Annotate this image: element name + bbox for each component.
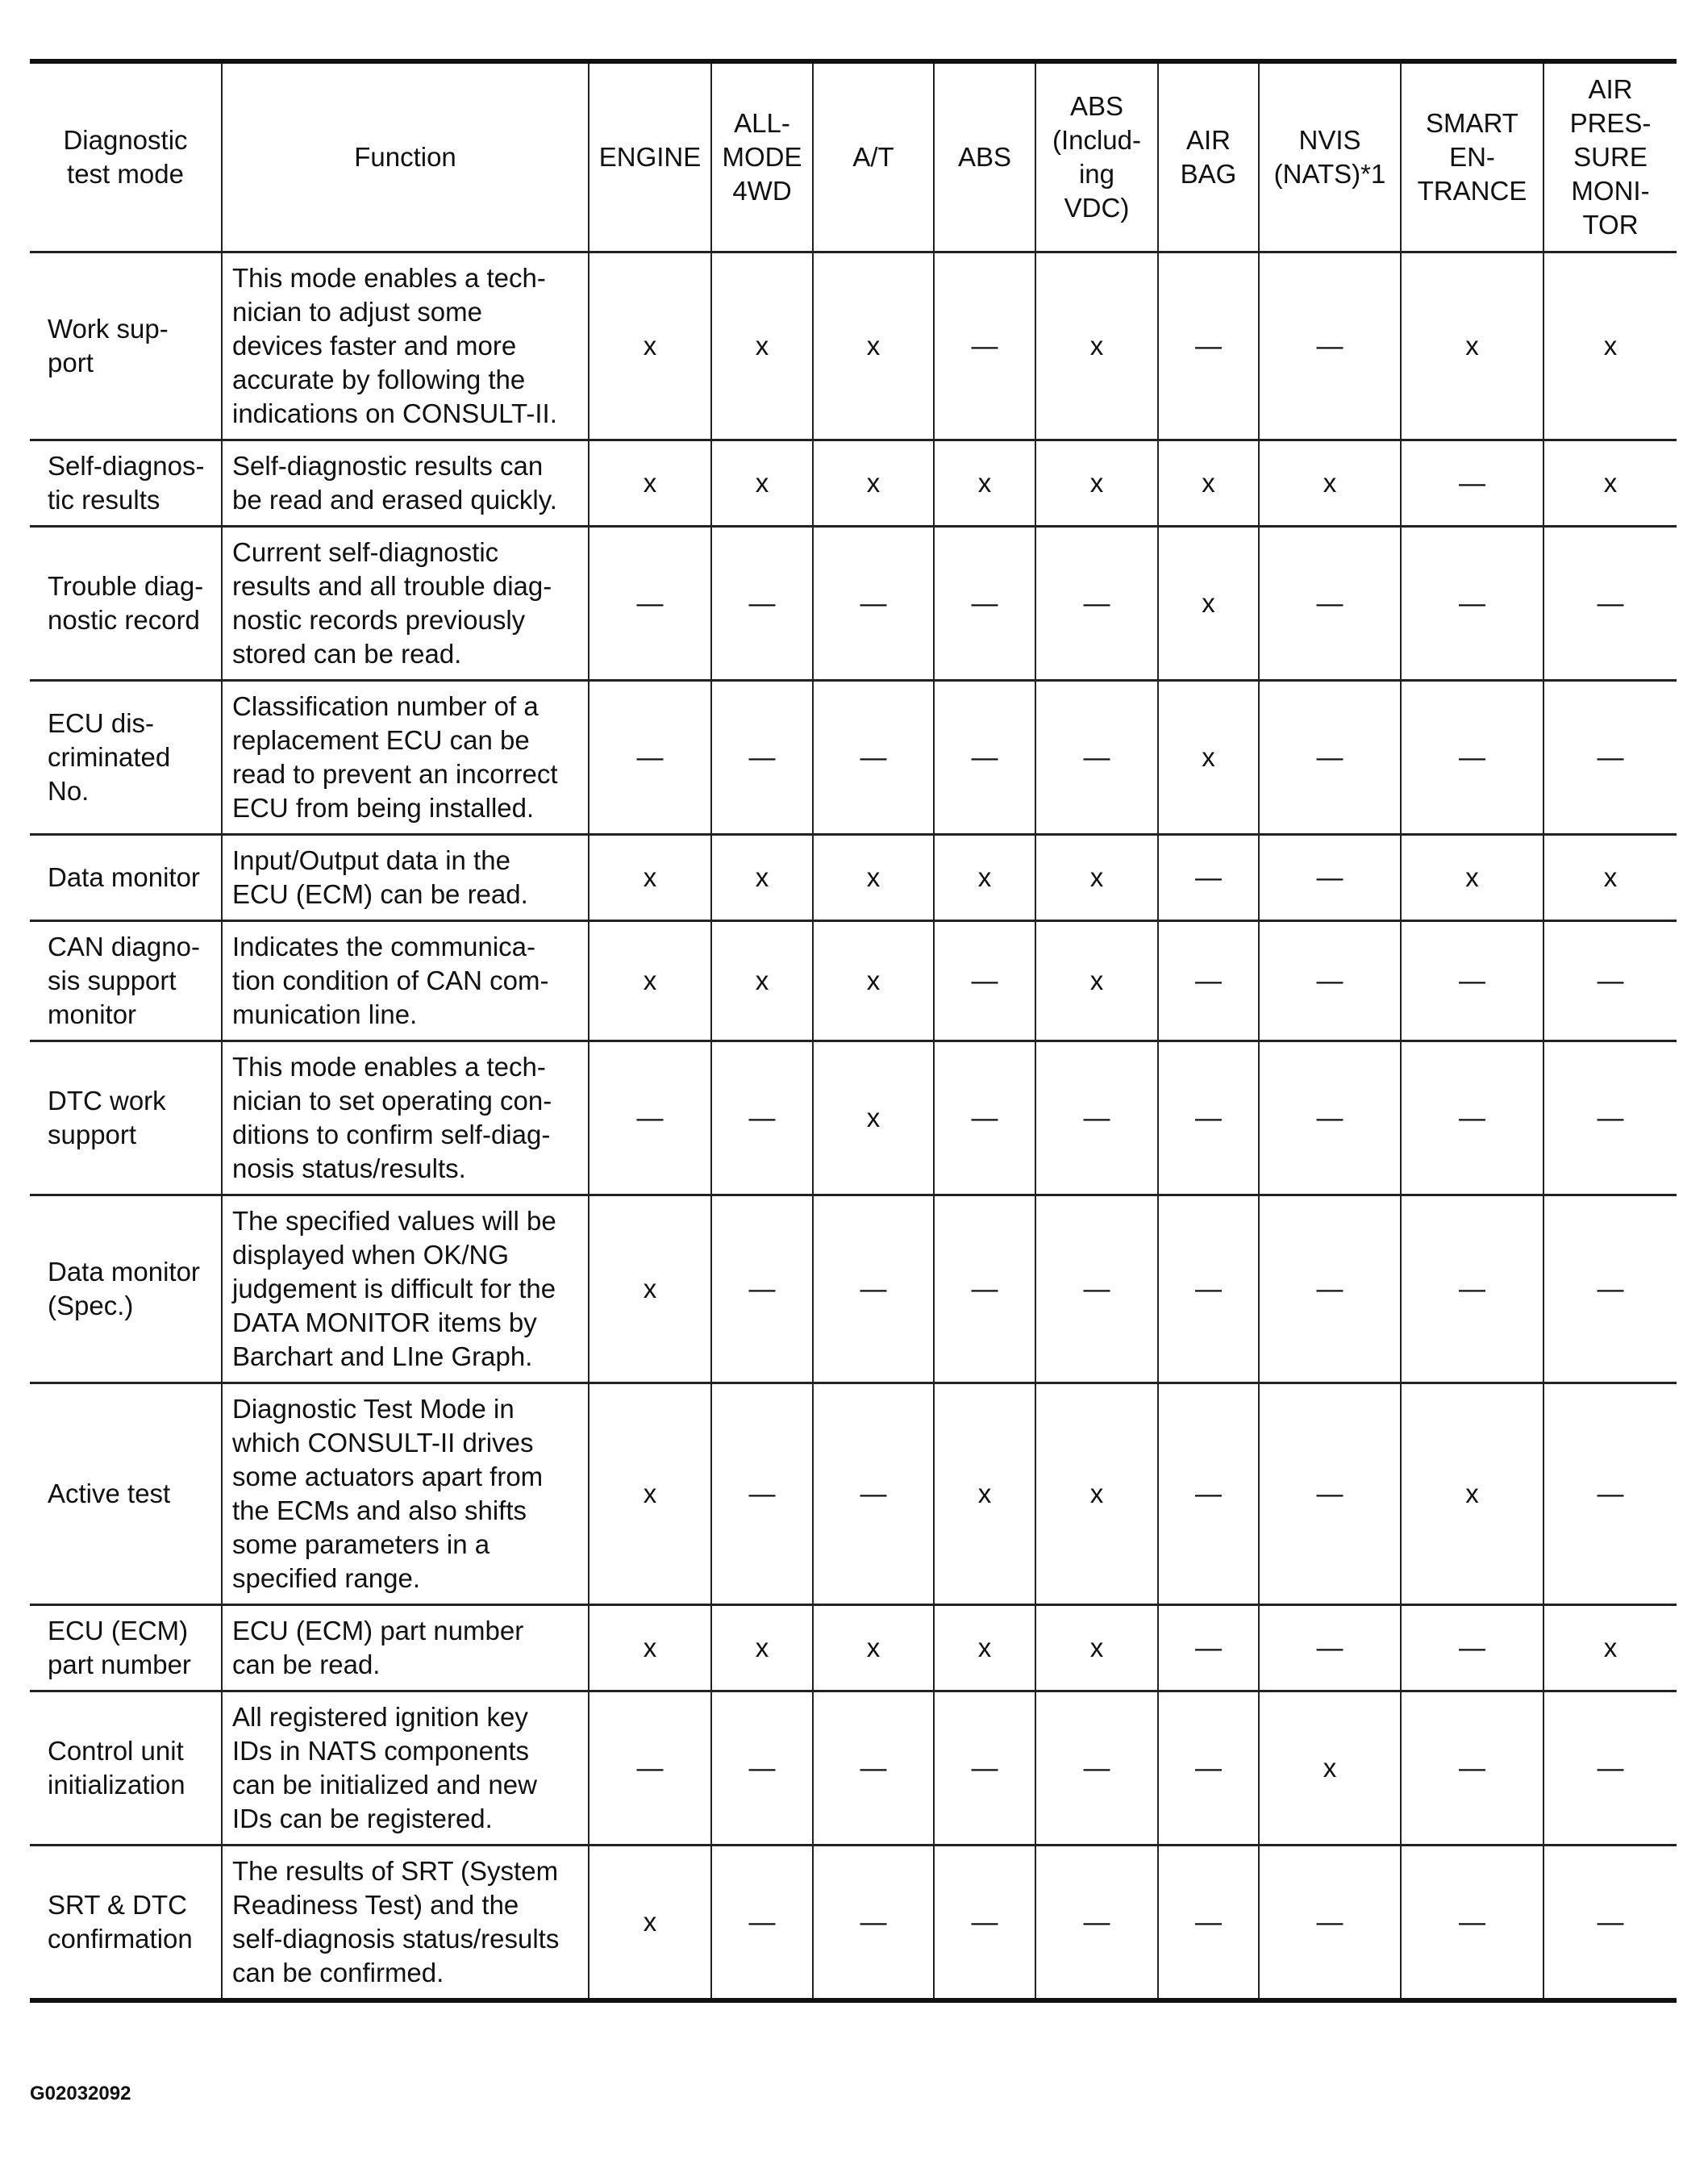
test-mode-cell: DTC work support: [30, 1041, 222, 1195]
function-cell: Current self-diagnostic results and all trouble diag- nostic records previously stored can be read.: [222, 527, 589, 681]
support-mark-cell: —: [1035, 1691, 1158, 1846]
support-mark-cell: x: [813, 1041, 934, 1195]
support-mark-cell: —: [1259, 681, 1401, 835]
support-mark-cell: —: [1035, 1041, 1158, 1195]
support-mark-cell: —: [1259, 527, 1401, 681]
header-abs: ABS: [934, 61, 1035, 252]
table-row: [30, 921, 1677, 1041]
support-mark-cell: —: [813, 1691, 934, 1846]
test-mode-cell: Data monitor (Spec.): [30, 1195, 222, 1383]
support-mark-cell: —: [1543, 1383, 1677, 1605]
support-mark-cell: —: [1401, 681, 1543, 835]
support-mark-cell: —: [1259, 921, 1401, 1041]
test-mode-cell: Work sup- port: [30, 252, 222, 440]
support-mark-cell: —: [813, 1195, 934, 1383]
support-mark-cell: —: [1401, 1605, 1543, 1691]
support-mark-cell: x: [1401, 1383, 1543, 1605]
support-mark-cell: —: [1259, 1846, 1401, 2001]
support-mark-cell: x: [711, 440, 813, 527]
support-mark-cell: x: [934, 835, 1035, 921]
header-all-mode-4wd: ALL- MODE 4WD: [711, 61, 813, 252]
support-mark-cell: —: [1401, 1691, 1543, 1846]
support-mark-cell: —: [1035, 1195, 1158, 1383]
header-diagnostic-test-mode: Diagnostic test mode: [30, 61, 222, 252]
table-row: [30, 835, 1677, 921]
test-mode-cell: ECU dis- criminated No.: [30, 681, 222, 835]
table-row: [30, 1195, 1677, 1383]
header-engine: ENGINE: [589, 61, 711, 252]
support-mark-cell: —: [589, 1041, 711, 1195]
support-mark-cell: —: [1401, 1846, 1543, 2001]
support-mark-cell: —: [1543, 681, 1677, 835]
support-mark-cell: —: [1543, 921, 1677, 1041]
support-mark-cell: x: [813, 440, 934, 527]
support-mark-cell: —: [813, 527, 934, 681]
support-mark-cell: x: [1035, 921, 1158, 1041]
function-cell: Indicates the communica- tion condition of CAN com- munication line.: [222, 921, 589, 1041]
support-mark-cell: x: [934, 440, 1035, 527]
support-mark-cell: x: [1543, 835, 1677, 921]
header-abs-vdc: ABS (Includ- ing VDC): [1035, 61, 1158, 252]
support-mark-cell: x: [589, 835, 711, 921]
support-mark-cell: x: [1158, 681, 1259, 835]
header-row: [30, 61, 1677, 252]
support-mark-cell: —: [934, 1195, 1035, 1383]
function-cell: This mode enables a tech- nician to adjust some devices faster and more accurate by following the indications on CONSULT-II.: [222, 252, 589, 440]
test-mode-cell: SRT & DTC confirmation: [30, 1846, 222, 2001]
support-mark-cell: x: [711, 1605, 813, 1691]
support-mark-cell: —: [1543, 1195, 1677, 1383]
header-at: A/T: [813, 61, 934, 252]
support-mark-cell: —: [1543, 1691, 1677, 1846]
support-mark-cell: —: [1259, 1041, 1401, 1195]
support-mark-cell: x: [711, 921, 813, 1041]
diagnostic-mode-table: [30, 59, 1677, 2003]
support-mark-cell: —: [1158, 921, 1259, 1041]
support-mark-cell: x: [711, 252, 813, 440]
support-mark-cell: —: [711, 681, 813, 835]
test-mode-cell: Data monitor: [30, 835, 222, 921]
support-mark-cell: x: [813, 252, 934, 440]
support-mark-cell: —: [934, 1691, 1035, 1846]
header-air-pressure-monitor: AIR PRES- SURE MONI- TOR: [1543, 61, 1677, 252]
function-cell: ECU (ECM) part number can be read.: [222, 1605, 589, 1691]
support-mark-cell: —: [589, 527, 711, 681]
support-mark-cell: —: [1401, 921, 1543, 1041]
support-mark-cell: x: [1035, 1605, 1158, 1691]
table-row: [30, 1383, 1677, 1605]
support-mark-cell: —: [1401, 1041, 1543, 1195]
support-mark-cell: —: [1158, 1605, 1259, 1691]
support-mark-cell: x: [589, 1605, 711, 1691]
function-cell: Self-diagnostic results can be read and erased quickly.: [222, 440, 589, 527]
support-mark-cell: —: [1035, 527, 1158, 681]
support-mark-cell: —: [711, 1846, 813, 2001]
test-mode-cell: CAN diagno- sis support monitor: [30, 921, 222, 1041]
function-cell: The results of SRT (System Readiness Test) and the self-diagnosis status/results can be confirmed.: [222, 1846, 589, 2001]
header-air-bag: AIR BAG: [1158, 61, 1259, 252]
table-row: [30, 527, 1677, 681]
support-mark-cell: x: [1035, 1383, 1158, 1605]
function-cell: This mode enables a tech- nician to set operating con- ditions to confirm self-diag- nosis status/results.: [222, 1041, 589, 1195]
support-mark-cell: x: [1259, 440, 1401, 527]
support-mark-cell: x: [1035, 440, 1158, 527]
test-mode-cell: Active test: [30, 1383, 222, 1605]
support-mark-cell: x: [589, 1383, 711, 1605]
support-mark-cell: x: [1259, 1691, 1401, 1846]
support-mark-cell: —: [711, 1691, 813, 1846]
support-mark-cell: —: [1158, 1041, 1259, 1195]
header-smart-entrance: SMART EN- TRANCE: [1401, 61, 1543, 252]
support-mark-cell: —: [934, 921, 1035, 1041]
support-mark-cell: —: [1035, 681, 1158, 835]
support-mark-cell: x: [589, 440, 711, 527]
support-mark-cell: —: [711, 1383, 813, 1605]
table-row: [30, 1846, 1677, 2001]
support-mark-cell: x: [1158, 527, 1259, 681]
function-cell: The specified values will be displayed when OK/NG judgement is difficult for the DATA MONITOR items by Barchart and LIne Graph.: [222, 1195, 589, 1383]
support-mark-cell: —: [1259, 1605, 1401, 1691]
test-mode-cell: Self-diagnos- tic results: [30, 440, 222, 527]
function-cell: Input/Output data in the ECU (ECM) can be read.: [222, 835, 589, 921]
support-mark-cell: —: [1543, 1041, 1677, 1195]
support-mark-cell: x: [813, 835, 934, 921]
support-mark-cell: —: [1401, 527, 1543, 681]
table-row: [30, 1691, 1677, 1846]
support-mark-cell: —: [711, 527, 813, 681]
table-row: [30, 1041, 1677, 1195]
test-mode-cell: ECU (ECM) part number: [30, 1605, 222, 1691]
support-mark-cell: —: [1259, 1195, 1401, 1383]
support-mark-cell: —: [1158, 1383, 1259, 1605]
function-cell: Diagnostic Test Mode in which CONSULT-II drives some actuators apart from the ECMs and also shifts some parameters in a specified range.: [222, 1383, 589, 1605]
support-mark-cell: —: [1158, 1195, 1259, 1383]
support-mark-cell: —: [1158, 1846, 1259, 2001]
support-mark-cell: —: [1401, 1195, 1543, 1383]
support-mark-cell: x: [1401, 835, 1543, 921]
figure-code: G02032092: [30, 2083, 131, 2104]
table-row: [30, 681, 1677, 835]
support-mark-cell: —: [813, 681, 934, 835]
support-mark-cell: —: [711, 1041, 813, 1195]
support-mark-cell: —: [1401, 440, 1543, 527]
table-row: [30, 1605, 1677, 1691]
support-mark-cell: x: [589, 252, 711, 440]
support-mark-cell: —: [813, 1846, 934, 2001]
support-mark-cell: —: [589, 681, 711, 835]
support-mark-cell: x: [813, 1605, 934, 1691]
support-mark-cell: —: [1259, 835, 1401, 921]
support-mark-cell: —: [1543, 1846, 1677, 2001]
support-mark-cell: x: [813, 921, 934, 1041]
table-row: [30, 252, 1677, 440]
function-cell: Classification number of a replacement ECU can be read to prevent an incorrect ECU from being installed.: [222, 681, 589, 835]
support-mark-cell: x: [589, 1195, 711, 1383]
support-mark-cell: —: [1543, 527, 1677, 681]
support-mark-cell: —: [813, 1383, 934, 1605]
table-row: [30, 440, 1677, 527]
test-mode-cell: Control unit initialization: [30, 1691, 222, 1846]
support-mark-cell: x: [589, 1846, 711, 2001]
support-mark-cell: x: [1035, 252, 1158, 440]
support-mark-cell: x: [1158, 440, 1259, 527]
support-mark-cell: x: [1401, 252, 1543, 440]
support-mark-cell: —: [934, 1041, 1035, 1195]
test-mode-cell: Trouble diag- nostic record: [30, 527, 222, 681]
support-mark-cell: x: [1543, 440, 1677, 527]
support-mark-cell: —: [1158, 1691, 1259, 1846]
support-mark-cell: —: [1158, 835, 1259, 921]
support-mark-cell: x: [1035, 835, 1158, 921]
support-mark-cell: —: [934, 1846, 1035, 2001]
header-nvis-nats: NVIS (NATS)*1: [1259, 61, 1401, 252]
support-mark-cell: —: [934, 252, 1035, 440]
support-mark-cell: x: [934, 1605, 1035, 1691]
support-mark-cell: —: [589, 1691, 711, 1846]
support-mark-cell: x: [1543, 1605, 1677, 1691]
support-mark-cell: —: [1158, 252, 1259, 440]
support-mark-cell: x: [934, 1383, 1035, 1605]
support-mark-cell: —: [711, 1195, 813, 1383]
support-mark-cell: x: [711, 835, 813, 921]
support-mark-cell: x: [1543, 252, 1677, 440]
support-mark-cell: x: [589, 921, 711, 1041]
table-body: [30, 252, 1677, 2001]
function-cell: All registered ignition key IDs in NATS components can be initialized and new IDs can be registered.: [222, 1691, 589, 1846]
support-mark-cell: —: [1259, 1383, 1401, 1605]
header-function: Function: [222, 61, 589, 252]
support-mark-cell: —: [1035, 1846, 1158, 2001]
support-mark-cell: —: [1259, 252, 1401, 440]
support-mark-cell: —: [934, 681, 1035, 835]
support-mark-cell: —: [934, 527, 1035, 681]
